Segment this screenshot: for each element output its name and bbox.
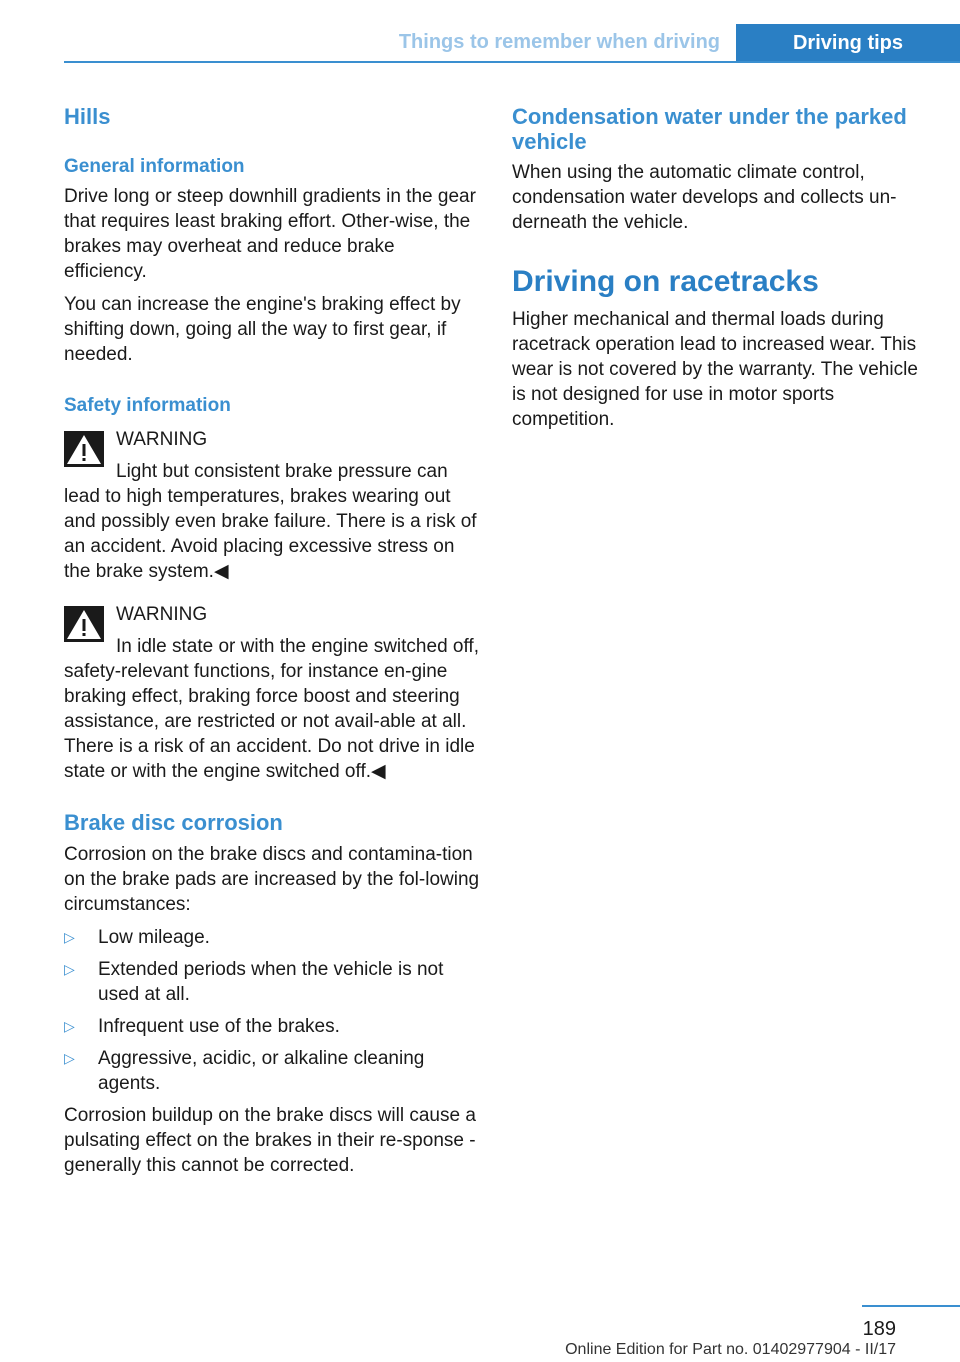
condensation-heading: Condensation water under the parked vehicle [512,104,907,154]
general-info-paragraph-2: You can increase the engine's braking effect by shifting down, going all the way to first gear, if needed. [64,294,461,365]
warning-2-text: In idle state or with the engine switched off, safety-relevant functions, for instance en‐gine braking effect, braking force boost and steering assistance, are restricted or not avail‐able at all. There is a risk of an accident. Do not drive in idle state or with the engine switched off.◀ [64,636,479,782]
list-item: ▷ Extended periods when the vehicle is not used at all. [64,959,444,1005]
edition-note: Online Edition for Part no. 01402977904 - II/17 [565,1341,896,1358]
condensation-paragraph: When using the automatic climate control, condensation water develops and collects un‐derneath the vehicle. [512,162,897,233]
header-tab: Driving tips [736,24,960,63]
warning-box-2 [64,602,482,784]
brake-disc-corrosion-heading: Brake disc corrosion [64,810,283,835]
hills-heading: Hills [64,104,111,129]
warning-box-1 [64,427,482,584]
warning-triangle-icon [64,606,104,642]
triangle-bullet-icon: ▷ [64,929,75,945]
footer-rule [862,1305,960,1307]
right-column [512,104,930,440]
warning-2-title: WARNING [116,604,208,625]
triangle-bullet-icon: ▷ [64,1018,75,1034]
warning-1-text: Light but consistent brake pressure can lead to high temperatures, brakes wearing out and possibly even brake failure. There is a risk of an accident. Avoid placing excessive stress on the brake system.◀ [64,461,477,582]
racetracks-paragraph: Higher mechanical and thermal loads during racetrack operation lead to increased wear. This wear is not covered by the warranty. The vehicle is not designed for use in motor sports competition. [512,309,918,430]
list-item: ▷ Infrequent use of the brakes. [64,1016,340,1037]
list-item: ▷ Low mileage. [64,927,210,948]
header-rule [64,61,960,63]
corrosion-circumstances-list [64,925,482,1096]
safety-info-heading: Safety information [64,395,231,416]
triangle-bullet-icon: ▷ [64,1050,75,1066]
corrosion-paragraph-2: Corrosion buildup on the brake discs will cause a pulsating effect on the brakes in their re‐sponse - generally this cannot be corrected. [64,1105,476,1176]
racetracks-heading: Driving on racetracks [512,265,819,298]
triangle-bullet-icon: ▷ [64,961,75,977]
list-item: ▷ Aggressive, acidic, or alkaline cleaning agents. [64,1048,425,1094]
warning-1-title: WARNING [116,429,208,450]
general-info-heading: General information [64,156,245,177]
page-number: 189 [862,1318,896,1340]
left-column [64,104,482,1186]
corrosion-paragraph-1: Corrosion on the brake discs and contamina‐tion on the brake pads are increased by the fol‐lowing circumstances: [64,844,480,915]
warning-triangle-icon [64,431,104,467]
general-info-paragraph-1: Drive long or steep downhill gradients in the gear that requires least braking effort. Other‐wise, the brakes may overheat and reduce brake efficiency. [64,186,476,282]
header-section-title: Things to remember when driving [398,31,720,53]
